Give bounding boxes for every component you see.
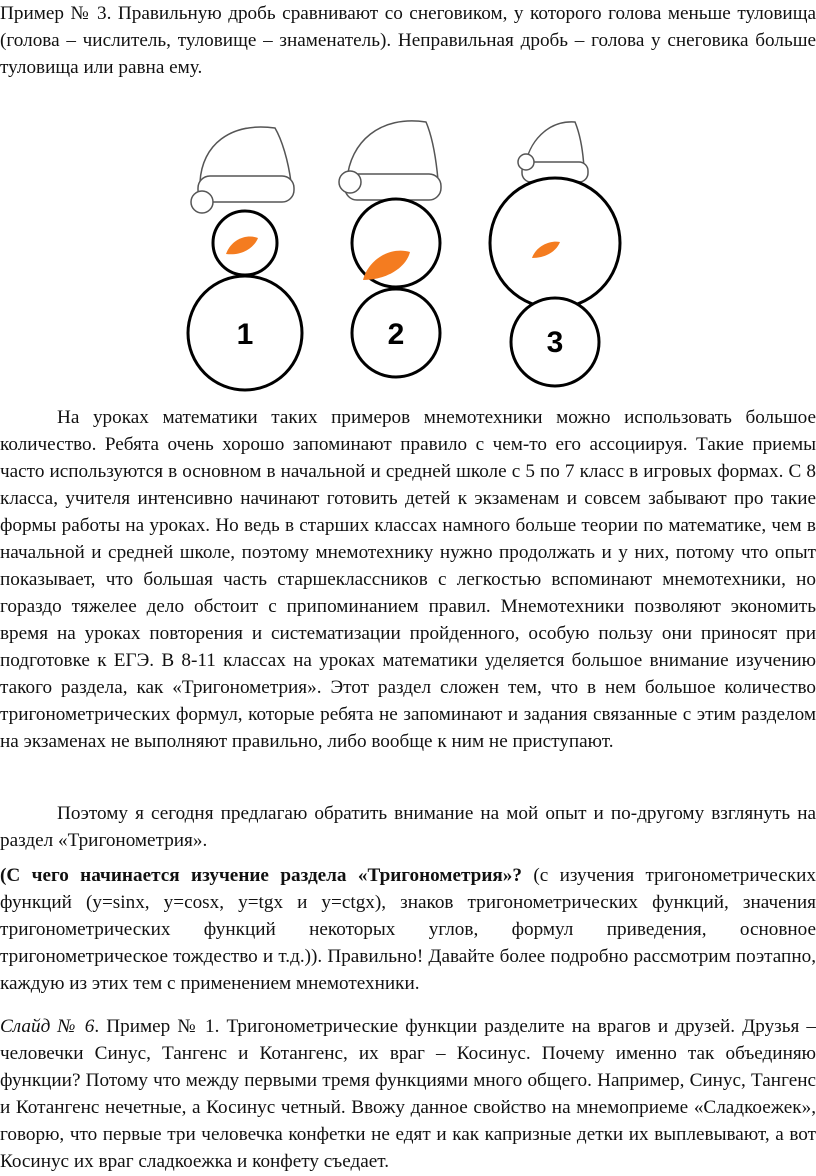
approach-paragraph: Поэтому я сегодня предлагаю обратить внимание на мой опыт и по-другому взглянуть на раздел «Тригонометрия». [0, 803, 816, 851]
example3-paragraph: Пример № 3. Правильную дробь сравнивают со снеговиком, у которого голова меньше туловища (голова – числитель, туловище – знаменатель). Неправильная дробь – голова у снеговика больше туловища или равна ему. [0, 3, 816, 78]
trigonometry-question-paragraph [0, 862, 816, 997]
snowman-1 [188, 127, 302, 390]
slide6-text: . Пример № 1. Тригонометрические функции разделите на врагов и друзей. Друзья – человечки Синус, Тангенс и Котангенс, их враг – Косинус. Почему именно так объединяю функции? Потому что между первыми тремя функциями много общего. Например, Синус, Тангенс и Котангенс нечетные, а Косинус четный. Ввожу данное свойство на мнемоприеме «Сладкоежек», говорю, что первые три человечка конфетки не едят и как капризные детки их выплевывают, а вот Косинус их враг сладкоежка и конфету съедает. [0, 1016, 816, 1172]
slide6-paragraph [0, 1013, 816, 1175]
santa-hat-icon [518, 122, 588, 182]
snowman-number: 2 [387, 318, 405, 351]
question-rest: (с изучения тригонометрических функций (y=sinx, y=cosx, y=tgx и y=ctgx), знаков тригонометрических функций, значения тригонометрических функций некоторых углов, формул приведения, основное тригонометрическое тождество и т.д.)). Правильно! Давайте более подробно рассмотрим поэтапно, каждую из этих тем с применением мнемотехники. [0, 865, 816, 994]
santa-hat-icon [191, 127, 294, 213]
snowman-2 [339, 121, 441, 377]
snowman-number: 1 [236, 318, 254, 351]
santa-hat-icon [339, 121, 441, 200]
question-bold-lead: (С чего начинается изучение раздела «Тригонометрия»? [0, 865, 522, 886]
slide-label: Слайд № 6 [0, 1016, 95, 1037]
snowman-number: 3 [546, 326, 564, 359]
snowmen-figure [170, 110, 650, 402]
mnemonics-paragraph: На уроках математики таких примеров мнемотехники можно использовать большое количество. Ребята очень хорошо запоминают правило с чем-то его ассоциируя. Такие приемы часто используются в основном в начальной и средней школе с 5 по 7 класс в игровых формах. С 8 класса, учителя интенсивно начинают готовить детей к экзаменам и совсем забывают про такие формы работы на уроках. Но ведь в старших классах намного больше теории по математике, чем в начальной и средней школе, поэтому мнемотехнику нужно продолжать и у них, потому что опыт показывает, что большая часть старшеклассников с легкостью вспоминают мнемотехники, но гораздо тяжелее дело обстоит с припоминанием правил. Мнемотехники позволяют экономить время на уроках повторения и систематизации пройденного, особую пользу они приносят при подготовке к ЕГЭ. В 8-11 классах на уроках математики уделяется большое внимание изучению такого раздела, как «Тригонометрия». Этот раздел сложен тем, что в нем большое количество тригонометрических формул, которые ребята не запоминают и задания связанные с этим разделом на экзаменах не выполняют правильно, либо вообще к ним не приступают. [0, 407, 816, 752]
snowman-3 [490, 122, 620, 386]
